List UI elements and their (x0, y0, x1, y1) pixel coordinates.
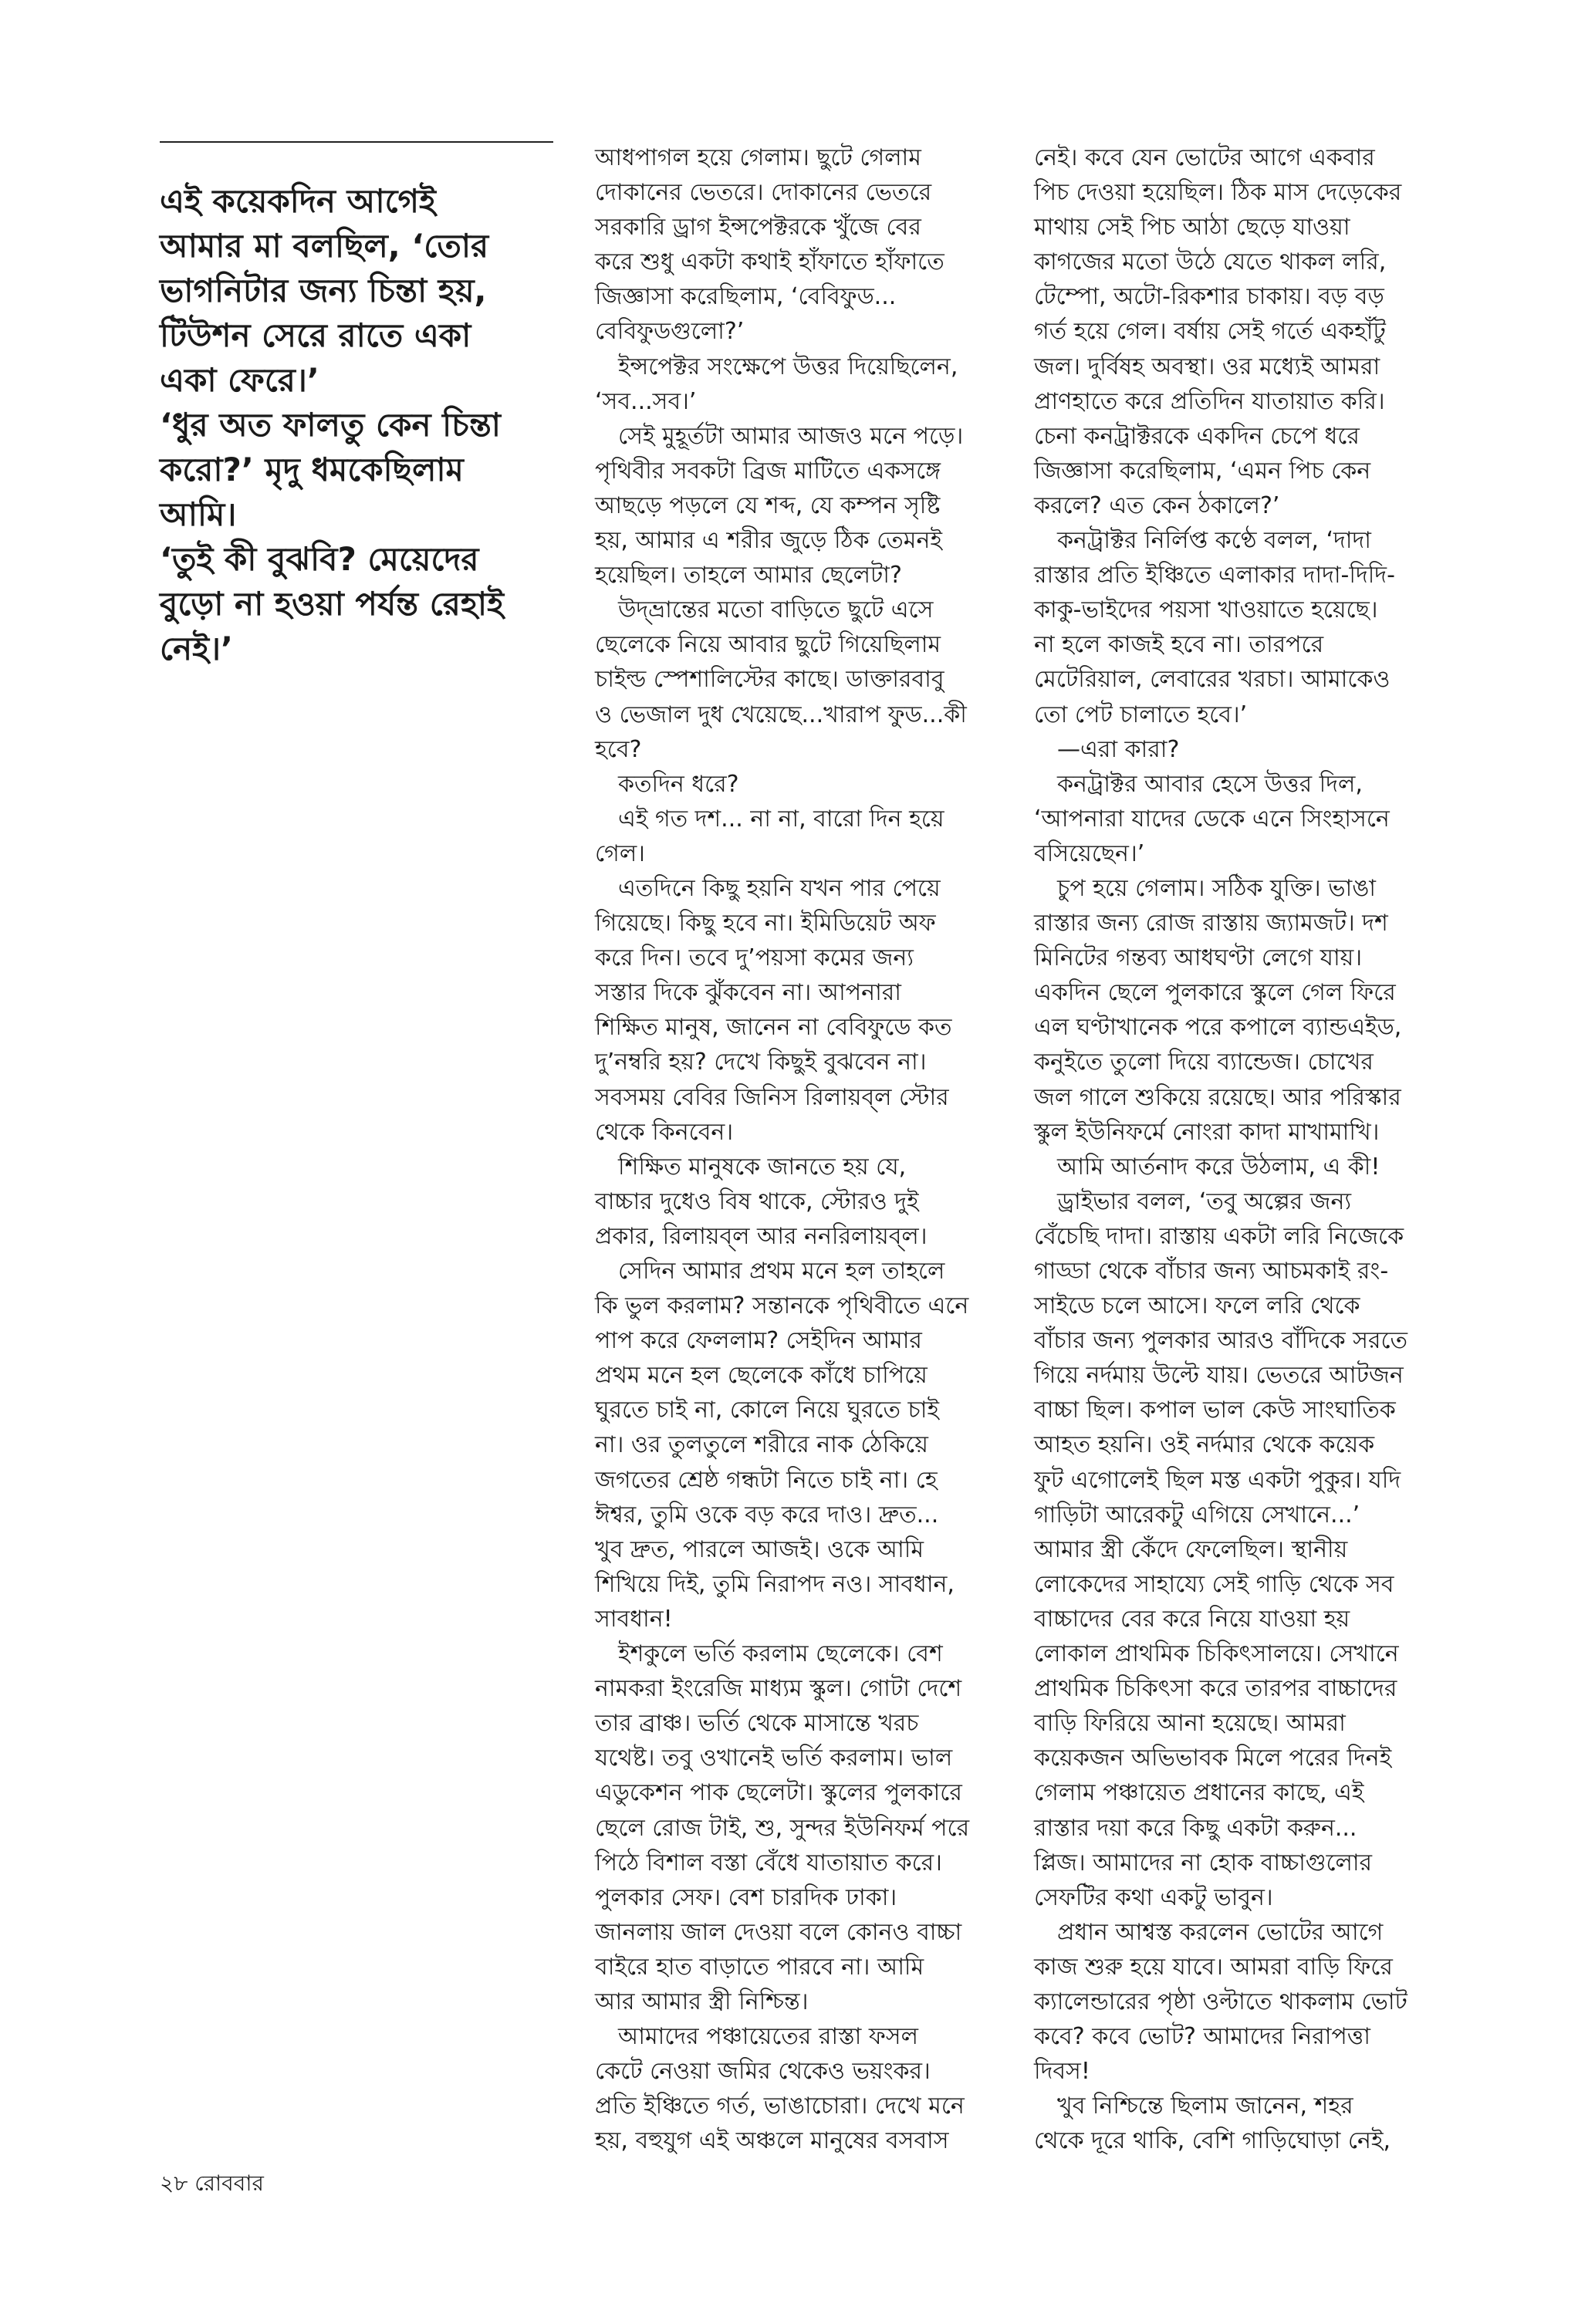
text-line: করলে? এত কেন ঠকালে?’ (1034, 491, 1280, 519)
text-line: হবে? (595, 735, 642, 763)
text-line: লোকেদের সাহায্যে সেই গাড়ি থেকে সব (1034, 1570, 1394, 1598)
text-line: কাগজের মতো উঠে যেতে থাকল লরি, (1034, 248, 1387, 276)
text-line: এতদিনে কিছু হয়নি যখন পার পেয়ে (618, 874, 941, 902)
text-line: আমাদের পঞ্চায়েতের রাস্তা ফসল (618, 2023, 918, 2051)
body-column-1 (595, 140, 988, 2158)
pull-quote-line: করো?’ মৃদু ধমকেছিলাম (160, 451, 464, 488)
text-line: গাড়িটা আরেকটু এগিয়ে সেখানে...’ (1034, 1501, 1360, 1529)
text-line: আমার স্ত্রী কেঁদে ফেলেছিল। স্থানীয় (1034, 1535, 1348, 1563)
text-line: চেনা কনট্রাক্টরকে একদিন চেপে ধরে (1034, 422, 1360, 450)
text-line: হয়েছিল। তাহলে আমার ছেলেটা? (595, 562, 902, 589)
text-line: বাচ্চা ছিল। কপাল ভাল কেউ সাংঘাতিক (1034, 1397, 1396, 1424)
text-line: জল গালে শুকিয়ে রয়েছে। আর পরিস্কার (1034, 1083, 1401, 1111)
magazine-name: রোববার (194, 2170, 264, 2196)
page-footer (160, 2167, 264, 2203)
pull-quote-line: একা ফেরে।’ (160, 361, 319, 399)
text-line: ছেলে রোজ টাই, শু, সুন্দর ইউনিফর্ম পরে (595, 1814, 970, 1842)
text-line: প্রথম মনে হল ছেলেকে কাঁধে চাপিয়ে (595, 1362, 928, 1390)
text-line: সেফটির কথা একটু ভাবুন। (1034, 1883, 1273, 1911)
text-line: আমি আর্তনাদ করে উঠলাম, এ কী! (1057, 1153, 1380, 1181)
pull-quote (160, 179, 561, 671)
text-line: প্রাণহাতে করে প্রতিদিন যাতায়াত করি। (1034, 387, 1385, 415)
text-line: বসিয়েছেন।’ (1034, 839, 1145, 867)
text-line: শিক্ষিত মানুষ, জানেন না বেবিফুডে কত (595, 1014, 952, 1042)
text-line: হয়, আমার এ শরীর জুড়ে ঠিক তেমনই (595, 527, 942, 555)
text-line: গিয়েছে। কিছু হবে না। ইমিডিয়েট অফ (595, 910, 936, 937)
text-line: লোকাল প্রাথমিক চিকিৎসালয়ে। সেখানে (1034, 1640, 1399, 1668)
text-line: সেই মুহূর্তটা আমার আজও মনে পড়ে। (618, 422, 964, 450)
text-line: ‘আপনারা যাদের ডেকে এনে সিংহাসনে (1034, 805, 1390, 833)
pull-quote-line: টিউশন সেরে রাতে একা (160, 316, 471, 354)
pull-quote-rule (160, 141, 553, 143)
pull-quote-line: আমার মা বলছিল, ‘তোর (160, 227, 489, 265)
text-line: ফুট এগোলেই ছিল মস্ত একটা পুকুর। যদি (1034, 1466, 1401, 1494)
text-line: কাকু-ভাইদের পয়সা খাওয়াতে হয়েছে। (1034, 596, 1378, 624)
text-line: বাড়ি ফিরিয়ে আনা হয়েছে। আমরা (1034, 1710, 1346, 1738)
text-line: শিখিয়ে দিই, তুমি নিরাপদ নও। সাবধান, (595, 1570, 955, 1598)
text-line: প্লিজ। আমাদের না হোক বাচ্চাগুলোর (1034, 1849, 1373, 1876)
text-line: ড্রাইভার বলল, ‘তবু অল্পের জন্য (1057, 1187, 1352, 1215)
text-line: খুব দ্রুত, পারলে আজই। ওকে আমি (595, 1535, 924, 1563)
text-line: যথেষ্ট। তবু ওখানেই ভর্তি করলাম। ভাল (595, 1745, 953, 1772)
text-line: মাথায় সেই পিচ আঠা ছেড়ে যাওয়া (1034, 214, 1350, 242)
text-line: কনট্রাক্টর আবার হেসে উত্তর দিল, (1057, 770, 1363, 798)
text-line: ইন্সপেক্টর সংক্ষেপে উত্তর দিয়েছিলেন, (618, 353, 958, 380)
pull-quote-line: নেই।’ (160, 630, 233, 667)
text-line: দু’নম্বরি হয়? দেখে কিছুই বুঝবেন না। (595, 1049, 927, 1076)
text-line: —এরা কারা? (1057, 735, 1180, 763)
text-line: মেটেরিয়াল, লেবারের খরচা। আমাকেও (1034, 666, 1391, 694)
text-line: খুব নিশ্চিন্তে ছিলাম জানেন, শহর (1057, 2093, 1353, 2120)
text-line: বাইরে হাত বাড়াতে পারবে না। আমি (595, 1953, 924, 1981)
text-line: পিচ দেওয়া হয়েছিল। ঠিক মাস দেড়েকের (1034, 179, 1402, 207)
text-line: সবসময় বেবির জিনিস রিলায়ব্‌ল স্টোর (595, 1083, 949, 1111)
text-line: উদ্‌ভ্রান্তের মতো বাড়িতে ছুটে এসে (618, 596, 934, 624)
text-line: বেঁচেছি দাদা। রাস্তায় একটা লরি নিজেকে (1034, 1222, 1404, 1250)
body-column-2 (1034, 140, 1435, 2158)
text-line: প্রাথমিক চিকিৎসা করে তারপর বাচ্চাদের (1034, 1675, 1397, 1703)
text-line: সস্তার দিকে ঝুঁকবেন না। আপনারা (595, 979, 901, 1007)
text-line: বেবিফুডগুলো?’ (595, 318, 745, 346)
pull-quote-line: ‘তুই কী বুঝবি? মেয়েদের (160, 540, 479, 578)
text-line: সরকারি ড্রাগ ইন্সপেক্টরকে খুঁজে বের (595, 214, 921, 242)
text-line: শিক্ষিত মানুষকে জানতে হয় যে, (618, 1153, 907, 1181)
text-line: মিনিটের গন্তব্য আধঘণ্টা লেগে যায়। (1034, 944, 1363, 972)
text-line: দোকানের ভেতরে। দোকানের ভেতরে (595, 179, 932, 207)
text-line: নামকরা ইংরেজি মাধ্যম স্কুল। গোটা দেশে (595, 1675, 962, 1703)
text-line: ঈশ্বর, তুমি ওকে বড় করে দাও। দ্রুত... (595, 1501, 939, 1529)
text-line: এই গত দশ... না না, বারো দিন হয়ে (618, 805, 944, 833)
text-line: কেটে নেওয়া জমির থেকেও ভয়ংকর। (595, 2058, 931, 2086)
text-line: গেল। (595, 839, 645, 867)
pull-quote-line: ভাগনিটার জন্য চিন্তা হয়, (160, 272, 487, 309)
text-line: প্রতি ইঞ্চিতে গর্ত, ভাঙাচোরা। দেখে মনে (595, 2093, 965, 2120)
text-line: থেকে কিনবেন। (595, 1118, 734, 1146)
text-line: চুপ হয়ে গেলাম। সঠিক যুক্তি। ভাঙা (1057, 874, 1376, 902)
pull-quote-line: আমি। (160, 495, 237, 533)
text-line: জিজ্ঞাসা করেছিলাম, ‘বেবিফুড... (595, 283, 897, 311)
text-line: সাবধান! (595, 1605, 673, 1633)
text-line: ‘সব...সব।’ (595, 387, 697, 415)
text-line: পিঠে বিশাল বস্তা বেঁধে যাতায়াত করে। (595, 1849, 942, 1876)
pull-quote-line: বুড়ো না হওয়া পর্যন্ত রেহাই (160, 585, 504, 623)
text-line: জানলায় জাল দেওয়া বলে কোনও বাচ্চা (595, 1918, 962, 1946)
text-line: এল ঘণ্টাখানেক পরে কপালে ব্যান্ডএইড, (1034, 1014, 1402, 1042)
text-line: ছেলেকে নিয়ে আবার ছুটে গিয়েছিলাম (595, 631, 941, 659)
text-line: গিয়ে নর্দমায় উল্টে যায়। ভেতরে আটজন (1034, 1362, 1404, 1390)
text-line: কয়েকজন অভিভাবক মিলে পরের দিনই (1034, 1745, 1392, 1772)
text-line: বাচ্চাদের বের করে নিয়ে যাওয়া হয় (1034, 1605, 1350, 1633)
text-line: জল। দুর্বিষহ অবস্থা। ওর মধ্যেই আমরা (1034, 353, 1380, 380)
text-line: কতদিন ধরে? (618, 770, 739, 798)
text-line: আছড়ে পড়লে যে শব্দ, যে কম্পন সৃষ্টি (595, 491, 941, 519)
text-line: প্রধান আশ্বস্ত করলেন ভোটের আগে (1057, 1918, 1384, 1946)
text-line: পৃথিবীর সবকটা ব্রিজ মাটিতে একসঙ্গে (595, 457, 941, 485)
text-line: পুলকার সেফ। বেশ চারদিক ঢাকা। (595, 1883, 897, 1911)
text-line: কি ভুল করলাম? সন্তানকে পৃথিবীতে এনে (595, 1292, 969, 1320)
text-line: সাইডে চলে আসে। ফলে লরি থেকে (1034, 1292, 1360, 1320)
text-line: এডুকেশন পাক ছেলেটা। স্কুলের পুলকারে (595, 1779, 962, 1807)
text-line: দিবস! (1034, 2058, 1090, 2086)
text-line: নেই। কবে যেন ভোটের আগে একবার (1034, 144, 1375, 171)
text-line: কনুইতে তুলো দিয়ে ব্যান্ডেজ। চোখের (1034, 1049, 1374, 1076)
text-line: রাস্তার দয়া করে কিছু একটা করুন... (1034, 1814, 1357, 1842)
text-line: চাইল্ড স্পেশালিস্টের কাছে। ডাক্তারবাবু (595, 666, 944, 694)
text-line: রাস্তার জন্য রোজ রাস্তায় জ্যামজট। দশ (1034, 910, 1388, 937)
text-line: বাঁচার জন্য পুলকার আরও বাঁদিকে সরতে (1034, 1327, 1408, 1355)
text-line: ইশকুলে ভর্তি করলাম ছেলেকে। বেশ (618, 1640, 943, 1668)
text-line: স্কুল ইউনিফর্মে নোংরা কাদা মাখামাখি। (1034, 1118, 1380, 1146)
text-line: না। ওর তুলতুলে শরীরে নাক ঠেকিয়ে (595, 1431, 928, 1459)
text-line: গাড্ডা থেকে বাঁচার জন্য আচমকাই রং- (1034, 1258, 1389, 1285)
text-line: ও ভেজাল দুধ খেয়েছে...খারাপ ফুড...কী (595, 701, 967, 728)
text-line: জিজ্ঞাসা করেছিলাম, ‘এমন পিচ কেন (1034, 457, 1371, 485)
text-line: রাস্তার প্রতি ইঞ্চিতে এলাকার দাদা-দিদি- (1034, 562, 1395, 589)
text-line: টেম্পো, অটো-রিকশার চাকায়। বড় বড় (1034, 283, 1384, 311)
text-line: গেলাম পঞ্চায়েত প্রধানের কাছে, এই (1034, 1779, 1364, 1807)
pull-quote-line: ‘ধুর অত ফালতু কেন চিন্তা (160, 406, 501, 444)
text-line: আহত হয়নি। ওই নর্দমার থেকে কয়েক (1034, 1431, 1375, 1459)
text-line: প্রকার, রিলায়ব্‌ল আর ননরিলায়ব্‌ল। (595, 1222, 928, 1250)
text-line: আর আমার স্ত্রী নিশ্চিন্ত। (595, 1988, 809, 2015)
text-line: থেকে দূরে থাকি, বেশি গাড়িঘোড়া নেই, (1034, 2127, 1391, 2155)
text-line: কাজ শুরু হয়ে যাবে। আমরা বাড়ি ফিরে (1034, 1953, 1393, 1981)
text-line: বাচ্চার দুধেও বিষ থাকে, স্টোরও দুই (595, 1187, 919, 1215)
pull-quote-line: এই কয়েকদিন আগেই (160, 182, 436, 220)
text-line: তো পেট চালাতে হবে।’ (1034, 701, 1248, 728)
text-line: করে শুধু একটা কথাই হাঁফাতে হাঁফাতে (595, 248, 944, 276)
text-line: পাপ করে ফেললাম? সেইদিন আমার (595, 1327, 922, 1355)
text-line: তার ব্রাঞ্চ। ভর্তি থেকে মাসান্তে খরচ (595, 1710, 919, 1738)
text-line: ঘুরতে চাই না, কোলে নিয়ে ঘুরতে চাই (595, 1397, 940, 1424)
text-line: না হলে কাজই হবে না। তারপরে (1034, 631, 1324, 659)
text-line: জগতের শ্রেষ্ঠ গন্ধটা নিতে চাই না। হে (595, 1466, 938, 1494)
text-line: গর্ত হয়ে গেল। বর্ষায় সেই গর্তে একহাঁটু (1034, 318, 1386, 346)
page-number: ২৮ (160, 2170, 188, 2196)
text-line: সেদিন আমার প্রথম মনে হল তাহলে (618, 1258, 945, 1285)
text-line: কনট্রাক্টর নির্লিপ্ত কণ্ঠে বলল, ‘দাদা (1057, 527, 1371, 555)
text-line: একদিন ছেলে পুলকারে স্কুলে গেল ফিরে (1034, 979, 1396, 1007)
text-line: আধপাগল হয়ে গেলাম। ছুটে গেলাম (595, 144, 921, 171)
text-line: করে দিন। তবে দু’পয়সা কমের জন্য (595, 944, 914, 972)
text-line: হয়, বহুযুগ এই অঞ্চলে মানুষের বসবাস (595, 2127, 949, 2155)
text-line: ক্যালেন্ডারের পৃষ্ঠা ওল্টাতে থাকলাম ভোট (1034, 1988, 1407, 2015)
text-line: কবে? কবে ভোট? আমাদের নিরাপত্তা (1034, 2023, 1370, 2051)
